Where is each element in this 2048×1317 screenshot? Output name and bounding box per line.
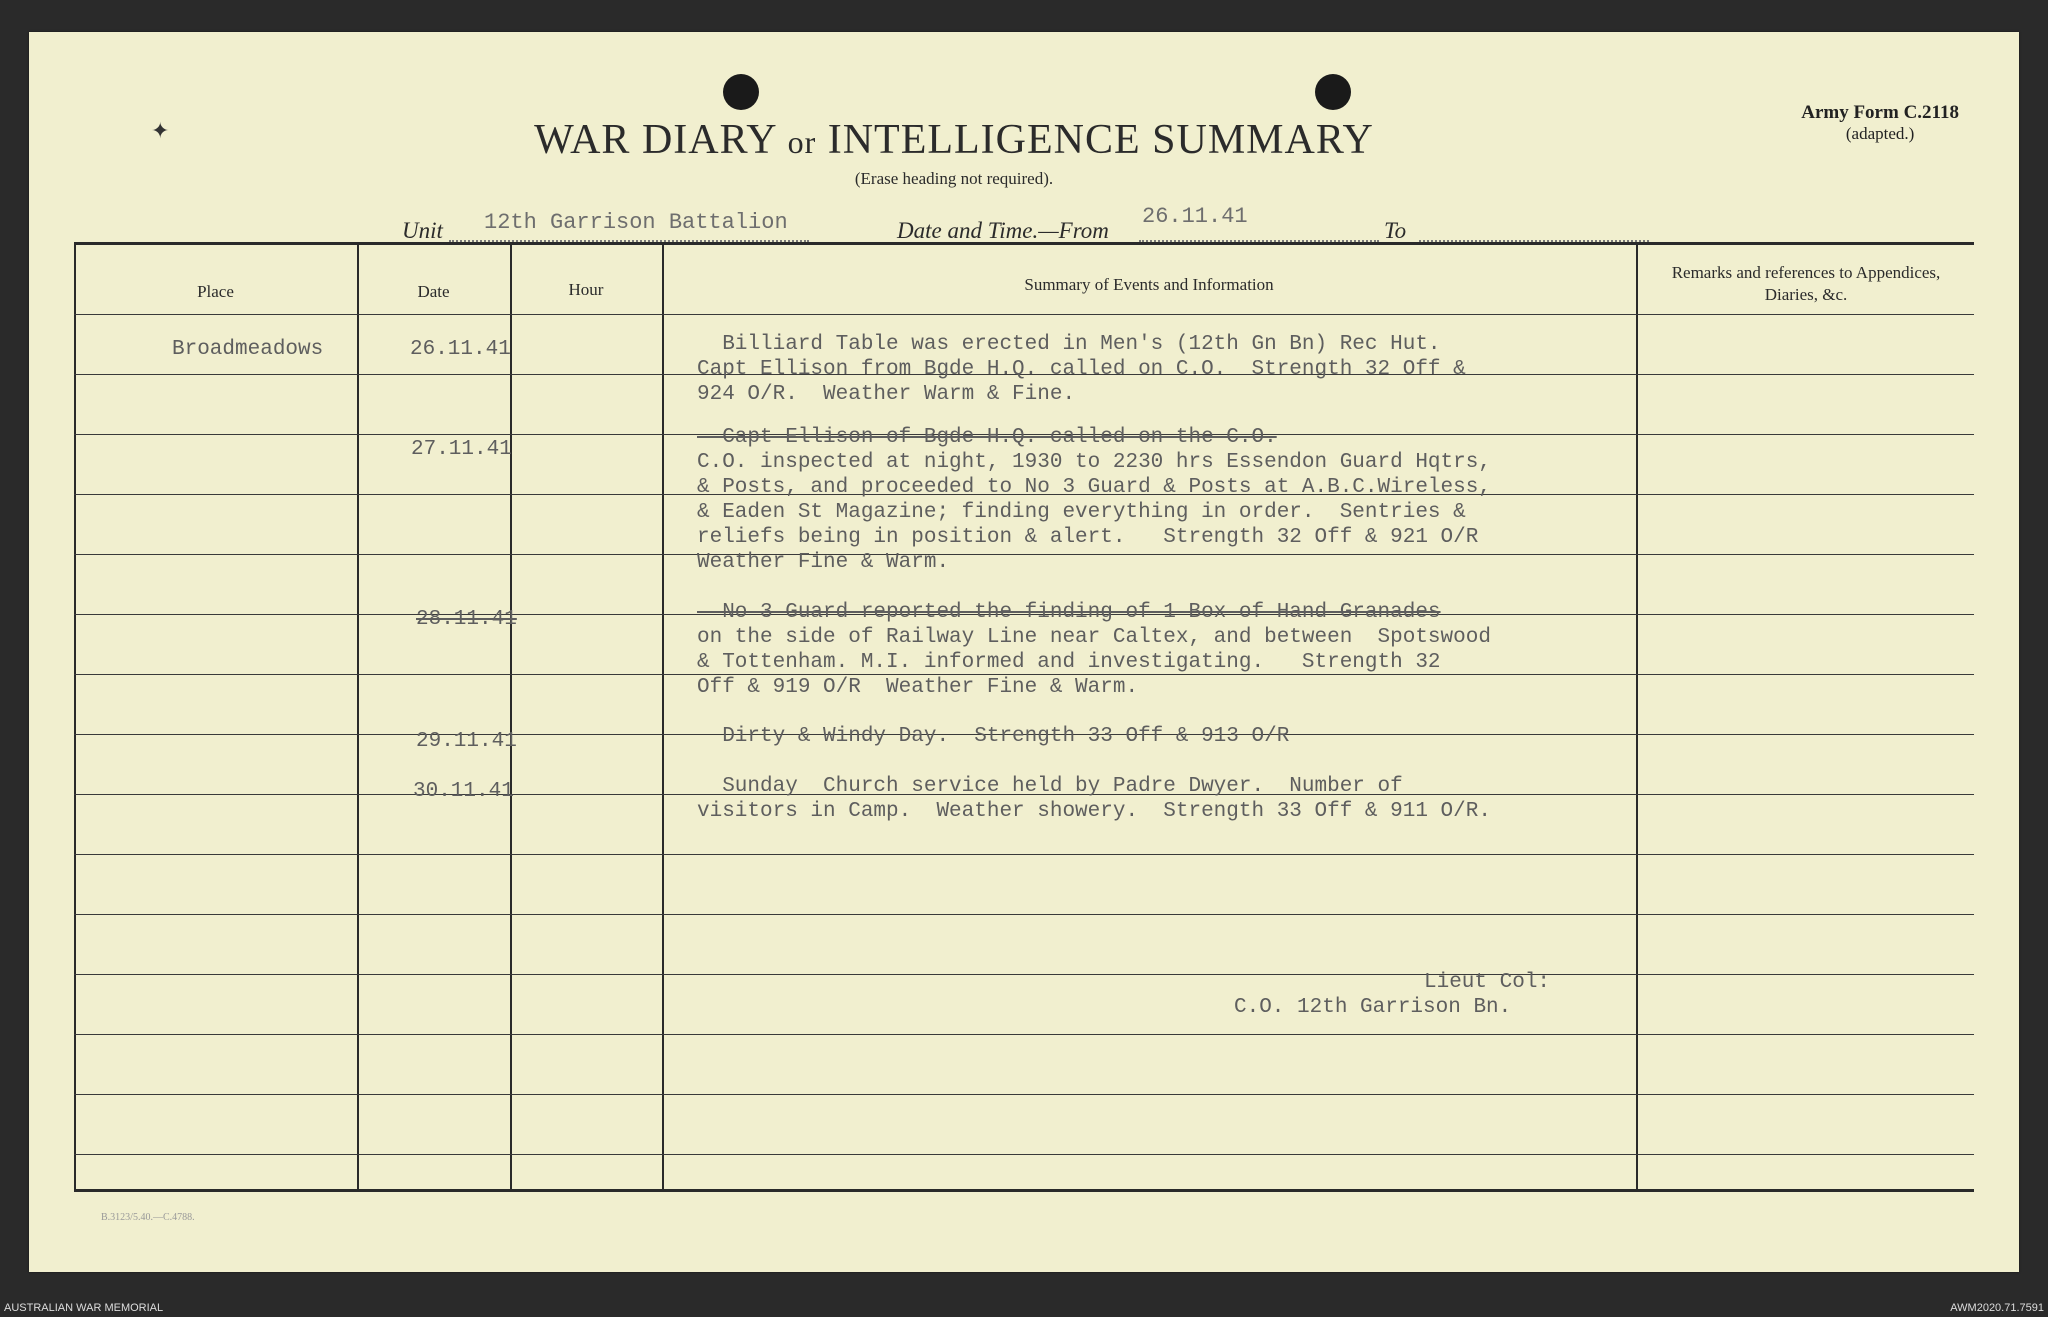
ink-mark-icon: ✦: [151, 118, 170, 143]
entry-line-struck: No 3 Guard reported the finding of 1 Box of Hand Granades: [697, 601, 1441, 624]
unit-value: 12th Garrison Battalion: [484, 210, 788, 235]
unit-label: Unit: [402, 218, 443, 243]
entry-line: Billiard Table was erected in Men's (12th Gn Bn) Rec Hut.: [697, 333, 1441, 356]
entry-line: Dirty & Windy Day. Strength 33 Off & 913 O/R: [697, 725, 1290, 748]
army-form-adapted: (adapted.): [1845, 124, 1915, 143]
entry-line: & Posts, and proceeded to No 3 Guard & Posts at A.B.C.Wireless,: [697, 476, 1491, 499]
signature-rank: Lieut Col:: [1424, 971, 1551, 994]
footer-institution: AUSTRALIAN WAR MEMORIAL: [4, 1302, 164, 1314]
print-code: B.3123/5.40.—C.4788.: [101, 1212, 195, 1223]
col-divider-hour: [510, 242, 512, 1192]
header-rule: [74, 314, 1974, 315]
table-rule: [74, 1154, 1974, 1155]
title-war-diary: WAR DIARY: [534, 117, 777, 163]
title-or: or: [787, 124, 817, 160]
entry-line: reliefs being in position & alert. Strength 32 Off & 921 O/R: [697, 526, 1479, 549]
punch-hole-left: [723, 74, 759, 110]
col-divider-summary: [662, 242, 664, 1192]
entry-line: & Eaden St Magazine; finding everything in order. Sentries &: [697, 501, 1466, 524]
entry-line: Weather Fine & Warm.: [697, 551, 950, 574]
entry-line: Sunday Church service held by Padre Dwyer. Number of: [697, 775, 1403, 798]
entry-line: C.O. inspected at night, 1930 to 2230 hrs Essendon Guard Hqtrs,: [697, 451, 1491, 474]
date-label: Date and Time.—From: [897, 218, 1109, 243]
col-divider-remarks: [1636, 242, 1638, 1192]
header-summary: Summary of Events and Information: [1024, 275, 1274, 294]
table-rule: [74, 554, 1974, 555]
col-divider-place: [74, 242, 76, 1192]
entry-date: 29.11.41: [416, 730, 517, 753]
army-form-number: Army Form C.2118: [1801, 102, 1959, 123]
header-remarks: Remarks and references to Appendices, Diaries, &c.: [1671, 263, 1941, 304]
page-title: [0, 116, 1949, 164]
footer-accession: AWM2020.71.7591: [1950, 1302, 2044, 1314]
entry-place: Broadmeadows: [172, 338, 324, 361]
diary-table: [74, 242, 1974, 1192]
table-rule: [74, 1094, 1974, 1095]
entry-line: Off & 919 O/R Weather Fine & Warm.: [697, 676, 1139, 699]
table-rule: [74, 854, 1974, 855]
date-from-value: 26.11.41: [1142, 204, 1248, 229]
entry-line: 924 O/R. Weather Warm & Fine.: [697, 383, 1076, 406]
title-intelligence-summary: INTELLIGENCE SUMMARY: [827, 117, 1374, 163]
entry-date: 28.11.41: [416, 608, 517, 631]
punch-hole-right: [1315, 74, 1351, 110]
header-date: Date: [417, 282, 450, 301]
diary-sheet: [29, 32, 2019, 1272]
entry-date: 26.11.41: [410, 338, 511, 361]
page-subtitle: (Erase heading not required).: [854, 169, 1054, 188]
entry-date: 30.11.41: [413, 780, 514, 803]
table-rule: [74, 914, 1974, 915]
entry-line: Capt Ellison from Bgde H.Q. called on C.O. Strength 32 Off &: [697, 358, 1466, 381]
table-rule: [74, 974, 1974, 975]
table-rule: [74, 1034, 1974, 1035]
header-hour: Hour: [568, 280, 604, 299]
entry-line: & Tottenham. M.I. informed and investigating. Strength 32: [697, 651, 1441, 674]
table-bottom-border: [74, 1189, 1974, 1192]
entry-line: visitors in Camp. Weather showery. Strength 33 Off & 911 O/R.: [697, 800, 1491, 823]
entry-line: on the side of Railway Line near Caltex, and between Spotswood: [697, 626, 1491, 649]
to-label: To: [1384, 218, 1407, 243]
header-place: Place: [197, 282, 234, 301]
col-divider-date: [357, 242, 359, 1192]
signature-title: C.O. 12th Garrison Bn.: [1234, 996, 1512, 1019]
entry-date: 27.11.41: [411, 438, 512, 461]
entry-line-struck: Capt Ellison of Bgde H.Q. called on the C.O.: [697, 426, 1277, 449]
table-top-border: [74, 242, 1974, 245]
